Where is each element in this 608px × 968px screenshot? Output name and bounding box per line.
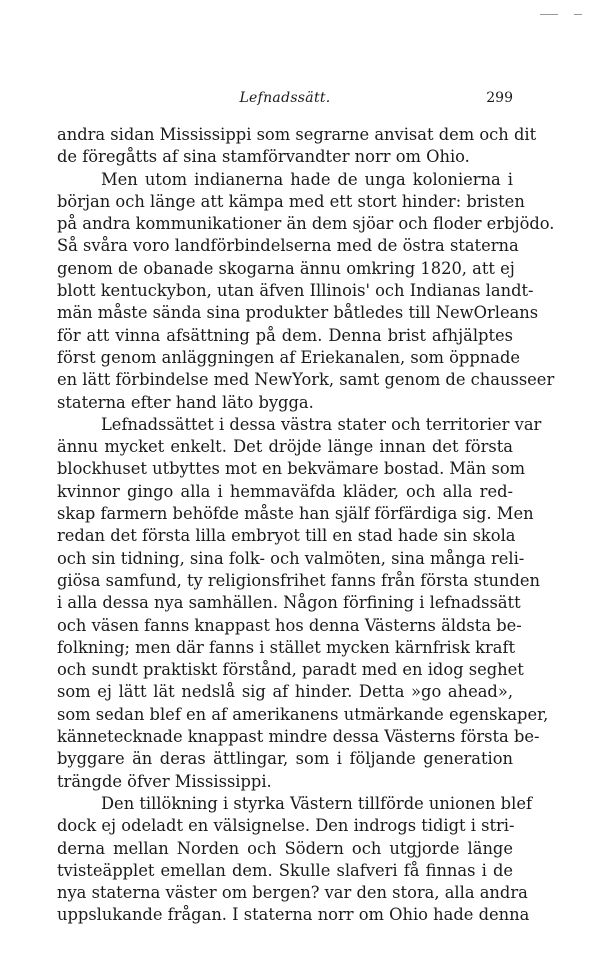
text-line: som ej lätt lät nedslå sig af hinder. Detta »go ahead», (57, 682, 513, 702)
text-line: för att vinna afsättning på dem. Denna brist afhjälptes (57, 325, 513, 345)
text-line: nya staterna väster om bergen? var den stora, alla andra (57, 883, 528, 903)
text-line: redan det första lilla embryot till en stad hade sin skola (57, 526, 516, 546)
text-line: de föregåtts af sina stamförvandter norr om Ohio. (57, 147, 470, 167)
text-line: folkning; men där fanns i stället mycken kärnfrisk kraft (57, 637, 516, 657)
running-header (57, 90, 513, 114)
text-line: ännu mycket enkelt. Det dröjde länge innan det första (57, 437, 513, 457)
text-line: kännetecknade knappast mindre dessa Västerns första be- (57, 727, 540, 747)
text-line: dock ej odeladt en välsignelse. Den indrogs tidigt i stri- (57, 816, 515, 836)
scan-speck (574, 14, 582, 15)
text-line: tvisteäpplet emellan dem. Skulle slafveri få finnas i de (57, 860, 513, 880)
running-title: Lefnadssätt. (239, 90, 331, 106)
text-line: på andra kommunikationer än dem sjöar och floder erbjödo. (57, 214, 555, 234)
text-line: män måste sända sina produkter båtledes till NewOrleans (57, 303, 539, 323)
text-line: en lätt förbindelse med NewYork, samt genom de chausseer (57, 370, 555, 390)
text-line: som sedan blef en af amerikanens utmärkande egenskaper, (57, 704, 549, 724)
text-line: andra sidan Mississippi som segrarne anvisat dem och dit (57, 125, 537, 144)
text-line: början och länge att kämpa med ett stort hinder: bristen (57, 191, 525, 211)
text-line: och väsen fanns knappast hos denna Västerns äldsta be- (57, 615, 522, 635)
text-line: först genom anläggningen af Eriekanalen, som öppnade (57, 347, 521, 367)
text-line: skap farmern behöfde måste han själf förfärdiga sig. Men (57, 504, 534, 524)
text-line: i alla dessa nya samhällen. Någon förfining i lefnadssätt (57, 593, 521, 613)
text-line: giösa samfund, ty religionsfrihet fanns från första stunden (57, 570, 541, 590)
text-line: genom de obanade skogarna ännu omkring 1820, att ej (57, 258, 515, 278)
scan-speck (540, 14, 558, 15)
text-line: Lefnadssättet i dessa västra stater och territorier var (101, 414, 542, 434)
text-line: Men utom indianerna hade de unga kolonierna i (101, 169, 513, 189)
text-line: byggare än deras ättlingar, som i följande generation (57, 749, 513, 769)
text-line: blott kentuckybon, utan äfven Illinois' och Indianas landt- (57, 281, 534, 301)
text-line: Den tillökning i styrka Västern tillförde unionen blef (101, 793, 532, 813)
text-line: uppslukande frågan. I staterna norr om Ohio hade denna (57, 905, 530, 925)
page-number: 299 (486, 90, 513, 106)
text-line: derna mellan Norden och Södern och utgjorde länge (57, 838, 513, 858)
text-line: och sundt praktiskt förstånd, paradt med en idog seghet (57, 660, 524, 680)
text-line: trängde öfver Mississippi. (57, 771, 272, 791)
body-text (57, 124, 555, 927)
text-line: blockhuset utbyttes mot en bekvämare bostad. Män som (57, 459, 526, 479)
text-line: Så svåra voro landförbindelserna med de östra staterna (57, 236, 519, 256)
text-line: kvinnor gingo alla i hemmaväfda kläder, och alla red- (57, 481, 513, 501)
text-line: staterna efter hand läto bygga. (57, 392, 314, 412)
text-line: och sin tidning, sina folk- och valmöten, sina många reli- (57, 548, 525, 568)
